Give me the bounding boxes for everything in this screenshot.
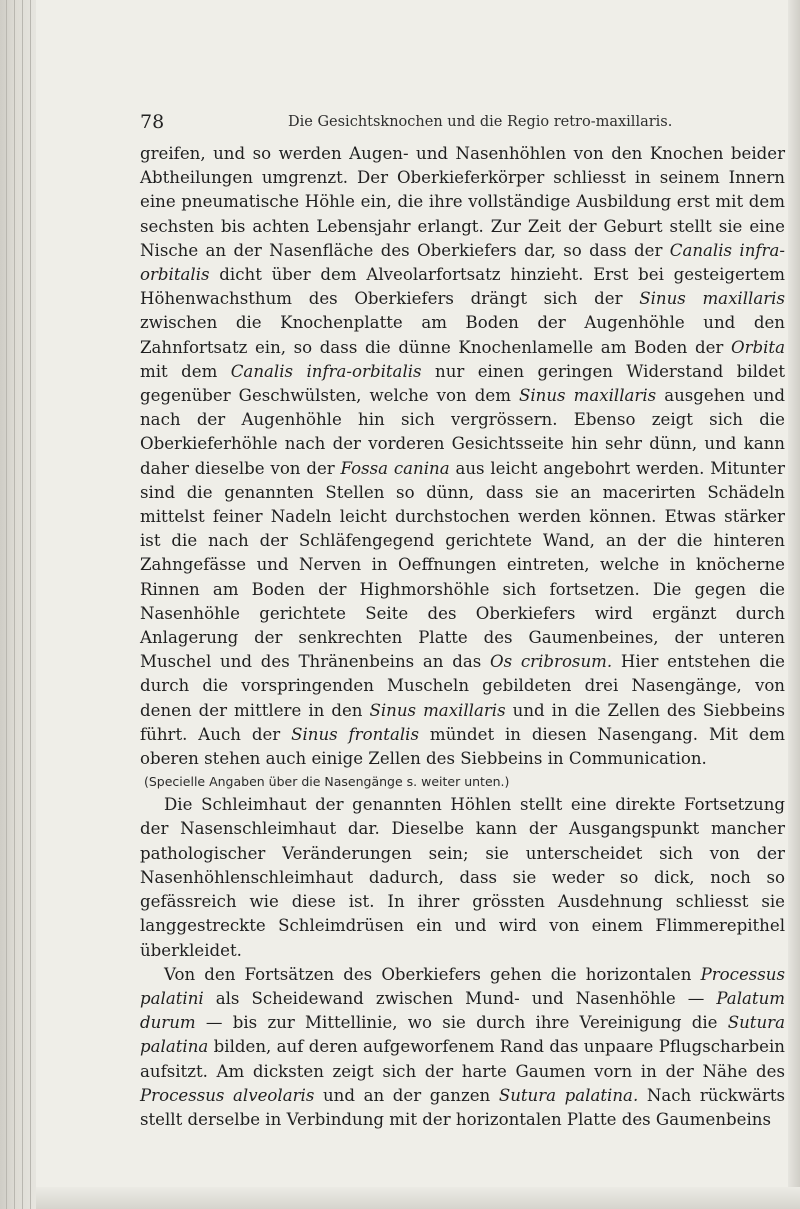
book-gutter bbox=[0, 0, 40, 1209]
text-run: ausgehen und nach der Augenhöhle hin sich vergrössern. Ebenso zeigt sich die Oberkieferhöhle nach der vorderen Gesichtsseite hin sehr dünn, und kann daher dieselbe von der bbox=[140, 386, 785, 478]
text-run: mündet in diesen Nasengang. Mit dem oberen stehen auch einige Zellen des Siebbeins in Communication. bbox=[140, 724, 785, 769]
gutter-line bbox=[22, 0, 23, 1209]
latin-term: Sinus maxillaris bbox=[369, 700, 506, 720]
text-run: mit dem bbox=[140, 361, 231, 381]
text-run: Von den Fortsätzen des Oberkiefers gehen die horizontalen bbox=[164, 964, 701, 984]
latin-term: Orbita bbox=[730, 337, 785, 357]
paragraph bbox=[140, 793, 785, 962]
note-paragraph bbox=[140, 771, 785, 793]
text-run: aus leicht angebohrt werden. Mitunter sind die genannten Stellen so dünn, dass sie an macerirten Schädeln mittelst feiner Nadeln leicht durchstochen werden können. Etwas stärker ist die nach der Schläfengegend gerichtete Wand, an der die hinteren Zahngefässe und Nerven in Oeffnungen eintreten, welche in knöcherne Rinnen am Boden der Highmorshöhle sich fortsetzen. Die gegen die Nasenhöhle gerichtete Seite des Oberkiefers wird ergänzt durch Anlagerung der senkrechten Platte des Gaumenbeines, der unteren Muschel und des Thränenbeins an das bbox=[140, 458, 785, 672]
text-run: und an der ganzen bbox=[314, 1085, 499, 1105]
latin-term: Palatum durum bbox=[140, 988, 785, 1033]
latin-term: Sinus frontalis bbox=[291, 724, 419, 744]
latin-term: Processus alveolaris bbox=[140, 1085, 315, 1105]
latin-term: Os cribrosum. bbox=[490, 652, 613, 672]
latin-term: Sinus maxillaris bbox=[518, 386, 657, 406]
text-run: und in die Zellen des Siebbeins führt. Auch der bbox=[140, 700, 785, 744]
text-run: zwischen die Knochenplatte am Boden der Augenhöhle und den Zahnfortsatz ein, so dass die dünne Knochenlamelle am Boden der bbox=[140, 313, 785, 357]
text-run: Nach rückwärts stellt derselbe in Verbindung mit der horizontalen Platte des Gaumenbeins bbox=[140, 1085, 786, 1129]
paragraph bbox=[140, 963, 785, 1132]
latin-term: Sutura palatina. bbox=[498, 1085, 639, 1105]
text-run: bilden, auf deren aufgeworfenem Rand das unpaare Pflugscharbein aufsitzt. Am dicksten zeigt sich der harte Gaumen vorn in der Nähe des bbox=[140, 1037, 785, 1081]
gutter-line bbox=[6, 0, 7, 1209]
running-title: Die Gesichtsknochen und die Regio retro-maxillaris. bbox=[288, 114, 673, 130]
latin-term: Sutura palatina bbox=[140, 1013, 785, 1057]
paragraph bbox=[140, 142, 785, 771]
text-run: als Scheidewand zwischen Mund- und Nasenhöhle — bbox=[203, 988, 717, 1008]
text-run: nur einen geringen Widerstand bildet gegenüber Geschwülsten, welche von dem bbox=[140, 361, 785, 406]
text-run: greifen, und so werden Augen- und Nasenhöhlen von den Knochen beider Abtheilungen umgrenzt. Der Oberkieferkörper schliesst in seinem Innern eine pneumatische Höhle ein, die ihre vollständige Ausbildung erst mit dem sechsten bis achten Lebensjahr erlangt. Zur Zeit der Geburt stellt sie eine Nische an der Nasenfläche des Oberkiefers dar, so dass der bbox=[140, 144, 785, 260]
body-text bbox=[140, 142, 785, 1132]
text-run: Die Schleimhaut der genannten Höhlen stellt eine direkte Fortsetzung der Nasenschleimhaut dar. Dieselbe kann der Ausgangspunkt mancher pathologischer Veränderungen sein; sie unterscheidet sich von der Nasenhöhlenschleimhaut dadurch, dass sie weder so dick, noch so gefässreich wie diese ist. In ihrer grössten Ausdehnung schliesst sie langgestreckte Schleimdrüsen ein und wird von einem Flimmerepithel überkleidet. bbox=[140, 795, 785, 960]
page-edge-right bbox=[788, 0, 800, 1209]
latin-term: Canalis infra-orbitalis bbox=[140, 240, 785, 285]
latin-term: Sinus maxillaris bbox=[639, 289, 785, 309]
text-run: Hier entstehen die durch die vorspringenden Muscheln gebildeten drei Nasengänge, von denen der mittlere in den bbox=[140, 652, 786, 720]
text-run: — bis zur Mittellinie, wo sie durch ihre Vereinigung die bbox=[195, 1013, 728, 1033]
gutter-line bbox=[14, 0, 15, 1209]
page-number: 78 bbox=[140, 111, 165, 133]
text-run: dicht über dem Alveolarfortsatz hinzieht. Erst bei gesteigertem Höhenwachsthum des Oberkiefers drängt sich der bbox=[140, 265, 785, 309]
latin-term: Processus palatini bbox=[140, 964, 785, 1008]
text-run: (Specielle Angaben über die Nasengänge s. weiter unten.) bbox=[144, 774, 510, 790]
page-edge-bottom bbox=[36, 1187, 800, 1209]
latin-term: Canalis infra-orbitalis bbox=[230, 361, 422, 381]
gutter-line bbox=[30, 0, 31, 1209]
latin-term: Fossa canina bbox=[340, 458, 450, 478]
